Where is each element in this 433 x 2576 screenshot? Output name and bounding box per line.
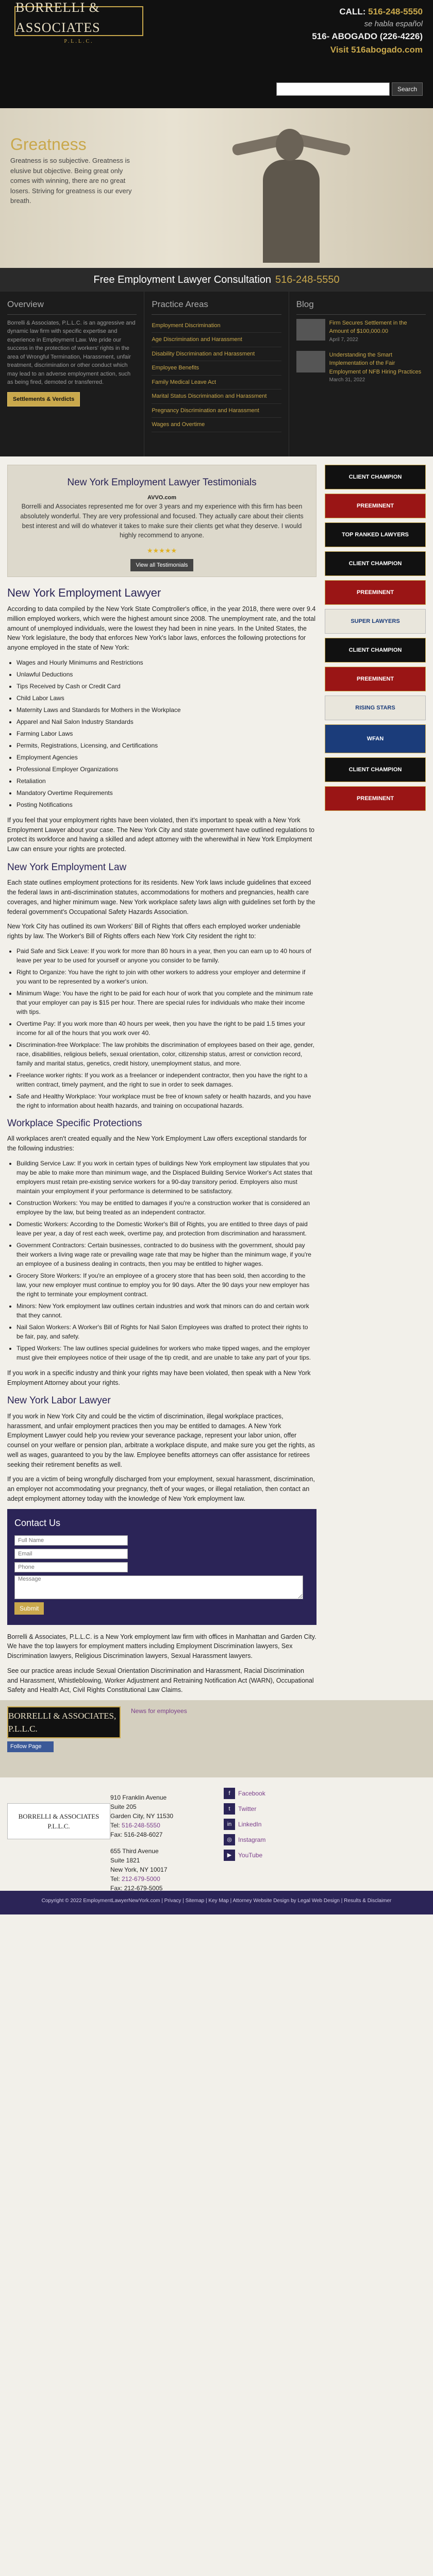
- preeminent-badge: PREEMINENT: [325, 667, 426, 691]
- section-heading: New York Employment Law: [7, 861, 127, 873]
- consultation-label: Free Employment Lawyer Consultation: [93, 274, 272, 285]
- blog-column: [289, 292, 433, 456]
- main-content: [7, 465, 317, 1700]
- rising-stars-badge: RISING STARS: [325, 696, 426, 720]
- fax-line: [110, 1830, 224, 1839]
- list-item: • Wages and Hourly Minimums and Restrictions: [16, 658, 317, 667]
- list-item: • Farming Labor Laws: [16, 729, 317, 738]
- practice-areas-list: [152, 319, 281, 432]
- blog-item-title[interactable]: Firm Secures Settlement in the Amount of $100,000.00: [329, 319, 407, 334]
- overview-text: Borrelli & Associates, P.L.L.C. is an aggressive and dynamic law firm with specific expertise and experience in Employment Law. We pride our success in the protection of workers' rights in the area of Wrongful Termination, Harassment, unfair treatment, discrimination or other conduct which may lead to an adverse employment action, such as being fired, demoted or transferred.: [7, 319, 136, 385]
- sidebar-badges: [325, 465, 426, 1700]
- spanish-note: se habla español: [364, 19, 423, 28]
- social-bar: [0, 1700, 433, 1777]
- preeminent-badge: PREEMINENT: [325, 580, 426, 605]
- address-line: Suite 205: [110, 1803, 137, 1810]
- contact-title: Contact Us: [14, 1517, 61, 1528]
- social-label: LinkedIn: [238, 1821, 262, 1828]
- call-line: [312, 5, 423, 19]
- info-columns: [0, 292, 433, 456]
- search-button[interactable]: Search: [392, 82, 423, 96]
- blog-item-date: March 31, 2022: [329, 377, 365, 383]
- tel-label: Tel:: [110, 1822, 120, 1829]
- fax-number: 516-248-6027: [124, 1831, 163, 1838]
- main-area: [0, 456, 433, 1700]
- hero-banner: [0, 108, 433, 268]
- address-line: New York, NY 10017: [110, 1866, 168, 1873]
- hero-figure-image: [227, 118, 351, 263]
- copyright-bar: Copyright © 2022 EmploymentLawyerNewYork.com | Privacy | Sitemap | Key Map | Attorney Website Design by Legal Web Design | Results & Disclaimer: [0, 1891, 433, 1914]
- list-item: • Domestic Workers: According to the Domestic Worker's Bill of Rights, you are entitled to three days of paid leave per year, a day of rest each week, overtime pay, and protection from discrimination and harassment.: [16, 1219, 317, 1238]
- header-contact: [312, 5, 423, 56]
- wfan-badge: WFAN: [325, 724, 426, 753]
- list-item: • Professional Employer Organizations: [16, 765, 317, 774]
- list-item: • Paid Safe and Sick Leave: If you work for more than 80 hours in a year, then you can earn up to 40 hours of leave per year to be used for yourself or anyone you consider to be family.: [16, 946, 317, 965]
- consultation-phone[interactable]: 516-248-5550: [275, 274, 340, 285]
- workers-rights-list: [16, 946, 317, 1110]
- hero-text: Greatness is so subjective. Greatness is elusive but objective. Being great only comes with winning, there are no great losers. Striving for greatness is our every breath.: [10, 157, 132, 205]
- footer-logo[interactable]: BORRELLI & ASSOCIATES, P.L.L.C.: [7, 1706, 121, 1738]
- list-item: • Permits, Registrations, Licensing, and Certifications: [16, 741, 317, 750]
- abogado-site-link[interactable]: 516abogado.com: [351, 44, 423, 55]
- social-label: Twitter: [238, 1805, 257, 1812]
- practice-area-link[interactable]: Marital Status Discrimination and Harassment: [152, 389, 281, 404]
- list-item: • Retaliation: [16, 776, 317, 786]
- view-all-testimonials-button[interactable]: View all Testimonials: [130, 559, 193, 572]
- list-item: • Freelance worker rights: If you work as a freelancer or independent contractor, then you have the right to a written contract, timely payment, and the right to sue in order to seek damages.: [16, 1071, 317, 1089]
- linkedin-link[interactable]: [224, 1819, 306, 1830]
- practice-areas-column: [144, 292, 289, 456]
- article-paragraph: All workplaces aren't created equally and the New York Employment Law offers exceptional standards for the following industries:: [7, 1135, 307, 1152]
- article-paragraph: New York City has outlined its own Workers' Bill of Rights that offers each employed worker undeniable rights by law. The Worker's Bill of Rights offers each New York City resident the right to:: [7, 923, 301, 940]
- twitter-icon: t: [224, 1803, 235, 1815]
- blog-item[interactable]: [296, 351, 426, 384]
- list-item: • Overtime Pay: If you work more than 40 hours per week, then you have the right to be paid 1.5 times your income for all of the hours that you work over 40.: [16, 1019, 317, 1038]
- fax-number: 212-679-5005: [124, 1885, 163, 1892]
- facebook-widget: [7, 1706, 121, 1771]
- offices-logo-subtitle: P.L.L.C.: [47, 1822, 70, 1830]
- phone-link[interactable]: 212-679-5000: [122, 1875, 160, 1883]
- practice-area-link[interactable]: Employee Benefits: [152, 361, 281, 376]
- social-links: [224, 1788, 306, 1880]
- fax-label: Fax:: [110, 1885, 123, 1892]
- fax-line: [110, 1884, 224, 1893]
- list-item: • Tips Received by Cash or Credit Card: [16, 682, 317, 691]
- practice-area-link[interactable]: Age Discrimination and Harassment: [152, 333, 281, 347]
- list-item: • Construction Workers: You may be entitled to damages if you're a construction worker that is considered an employee by the law, but being treated as an independent contractor.: [16, 1198, 317, 1217]
- list-item: • Mandatory Overtime Requirements: [16, 788, 317, 798]
- lawyers-badge: PREEMINENT: [325, 494, 426, 518]
- call-label: CALL:: [339, 7, 366, 16]
- top-ranked-badge: TOP RANKED LAWYERS: [325, 522, 426, 547]
- practice-areas-title: Practice Areas: [152, 298, 281, 315]
- blog-thumbnail: [296, 351, 325, 372]
- settlements-button[interactable]: Settlements & Verdicts: [7, 392, 80, 407]
- testimonials-box: [7, 465, 317, 577]
- overview-column: [0, 292, 144, 456]
- practice-summary: See our practice areas include Sexual Orientation Discrimination and Harassment, Racial Discrimination and Harassment, Whistleblowing, Worker Adjustment and Retraining Notification Act (WARN), Occupational Safety and Health Act, Civil Rights Constitutional Law Claims.: [7, 1667, 314, 1694]
- rating-stars: ★★★★★: [146, 547, 177, 554]
- list-item: • Discrimination-free Workplace: The law prohibits the discrimination of employees based on their age, gender, race, disabilities, religious beliefs, sexual orientation, color, citizenship status, arrest or conviction record, family and marital status, genetics, credit history, unemployment status, and more.: [16, 1040, 317, 1068]
- section-heading: New York Labor Lawyer: [7, 1395, 111, 1406]
- practice-area-link[interactable]: Disability Discrimination and Harassment: [152, 347, 281, 362]
- visit-line: [312, 43, 423, 57]
- search-input[interactable]: [276, 82, 390, 96]
- tel-label: Tel:: [110, 1875, 120, 1883]
- list-item: • Posting Notifications: [16, 800, 317, 809]
- blog-thumbnail: [296, 319, 325, 341]
- list-item: • Apparel and Nail Salon Industry Standards: [16, 717, 317, 726]
- practice-area-link[interactable]: Pregnancy Discrimination and Harassment: [152, 404, 281, 418]
- submit-button[interactable]: Submit: [14, 1602, 44, 1615]
- news-link[interactable]: News for employees: [131, 1707, 187, 1715]
- list-item: • Government Contractors: Certain businesses, contracted to do business with the government, should pay their workers a living wage rate or prevailing wage rate that may be higher than the minimum wage, if you're an employee of a business dealing in contracts, then you may be entitled to higher wages.: [16, 1241, 317, 1268]
- list-item: • Building Service Law: If you work in certain types of buildings New York employment law stipulates that you may be able to make more than minimum wage, and the Displaced Building Service Worker's Act states that employers must retain pre-existing service workers for a 90-day transitory period. Employers also must maintain your employment if your performance is determined to be satisfactory.: [16, 1159, 317, 1196]
- firm-summary: Borrelli & Associates, P.L.L.C. is a New York employment law firm with offices in Manhattan and Garden City. We have the top lawyers for employment matters including Employment Discrimination lawyers, Sex Discrimination lawyers, Religious Discrimination lawyers, Sexual Harassment lawyers.: [7, 1633, 317, 1659]
- address-line: Suite 1821: [110, 1857, 140, 1864]
- industry-protections-list: [16, 1159, 317, 1362]
- consultation-banner[interactable]: [0, 268, 433, 292]
- twitter-link[interactable]: [224, 1803, 306, 1815]
- address-line: 910 Franklin Avenue: [110, 1794, 167, 1801]
- blog-item-title[interactable]: Understanding the Smart Implementation of the Fair Employment of NFB Hiring Practices: [329, 351, 422, 375]
- youtube-icon: ▶: [224, 1850, 235, 1861]
- list-item: • Unlawful Deductions: [16, 670, 317, 679]
- visit-label: Visit: [330, 44, 349, 55]
- practice-area-link[interactable]: Family Medical Leave Act: [152, 376, 281, 390]
- list-item: • Child Labor Laws: [16, 693, 317, 703]
- protections-list: [16, 658, 317, 809]
- phone-line: [110, 1874, 224, 1884]
- article-paragraph: If you work in New York City and could be the victim of discrimination, illegal workplace practices, harassment, and unfair employment practices then you may be entitled to damages. A New York Employment Lawyer could help you review your severance package, represent your labor union, offer counsel on your welfare or pension plan, arbitrate a workplace dispute, and make sure you get the rights, as well as wages, guaranteed to you by the law. Employee benefits attorneys can offer assistance for retirees seeking their retirement benefits as well.: [7, 1412, 315, 1468]
- testimonials-title: New York Employment Lawyer Testimonials: [67, 477, 257, 488]
- list-item: • Grocery Store Workers: If you're an employee of a grocery store that has been sold, then according to the law, your new employer must continue to employ you for 90 days. After the 90 days your new employer has the right to terminate your employment contract.: [16, 1271, 317, 1299]
- client-champion-badge: CLIENT CHAMPION: [325, 757, 426, 782]
- testimonial-text: Borrelli and Associates represented me for over 3 years and my experience with this firm has been absolutely wonderful. They are very professional and focused. They actually care about their clients best interest and will do whatever it takes to make sure their clients get what they deserve. I would highly recommend to anyone.: [20, 503, 304, 539]
- article-paragraph: If you work in a specific industry and think your rights may have been violated, then speak with a New York Employment Attorney about your rights.: [7, 1369, 311, 1386]
- overview-title: Overview: [7, 298, 137, 315]
- search-bar: [276, 82, 423, 96]
- list-item: • Safe and Healthy Workplace: Your workplace must be free of known safety or health hazards, and you have the right to information about health hazards, and training on occupational hazards.: [16, 1092, 317, 1110]
- address-line: 655 Third Avenue: [110, 1848, 159, 1855]
- practice-area-link[interactable]: Wages and Overtime: [152, 418, 281, 432]
- list-item: • Minors: New York employment law outlines certain industries and work that minors can do and certain work that they cannot.: [16, 1301, 317, 1320]
- logo-title: BORRELLI & ASSOCIATES: [15, 0, 101, 35]
- client-champion-badge: CLIENT CHAMPION: [325, 465, 426, 489]
- hero-title: Greatness: [10, 135, 87, 154]
- blog-item-date: April 7, 2022: [329, 336, 358, 343]
- phone-field[interactable]: [14, 1562, 128, 1572]
- social-label: Instagram: [238, 1836, 266, 1843]
- site-header: [0, 0, 433, 108]
- super-lawyers-badge: SUPER LAWYERS: [325, 609, 426, 634]
- offices-section: [0, 1777, 433, 1891]
- logo-subtitle: P.L.L.C.: [64, 38, 94, 44]
- phone-line: [110, 1821, 224, 1830]
- linkedin-icon: in: [224, 1819, 235, 1830]
- blog-title: Blog: [296, 298, 426, 315]
- facebook-icon: f: [224, 1788, 235, 1799]
- practice-area-link[interactable]: Employment Discrimination: [152, 319, 281, 333]
- instagram-link[interactable]: [224, 1834, 306, 1845]
- list-item: • Minimum Wage: You have the right to be paid for each hour of work that you complete and the minimum rate that your employer can pay is $15 per hour. There are special rules for individuals who make their income with tips.: [16, 989, 317, 1016]
- list-item: • Nail Salon Workers: A Worker's Bill of Rights for Nail Salon Employees was drafted to protect their rights to be fair, pay, and safety.: [16, 1323, 317, 1341]
- client-champion-badge: CLIENT CHAMPION: [325, 638, 426, 663]
- abogado-number-link[interactable]: 516- ABOGADO (226-4226): [312, 31, 423, 41]
- list-item: • Tipped Workers: The law outlines special guidelines for workers who make tipped wages, and the employer must give their employees notice of their usage of the tip credit, and are unable to take any part of your tips.: [16, 1344, 317, 1362]
- site-logo[interactable]: [14, 0, 143, 44]
- section-heading: Workplace Specific Protections: [7, 1117, 142, 1129]
- article-paragraph: If you feel that your employment rights have been violated, then it's important to speak with a New York Employment Lawyer about your case. The New York City and state government have outlined regulations to protect its workforce and having a skilled and adept attorney with the wherewithal in New York Employment Law can ensure your rights are protected.: [7, 816, 314, 853]
- email-field[interactable]: [14, 1549, 128, 1559]
- instagram-icon: ◎: [224, 1834, 235, 1845]
- preeminent-badge: PREEMINENT: [325, 786, 426, 811]
- office-addresses: [110, 1788, 224, 1892]
- client-champion-badge: CLIENT CHAMPION: [325, 551, 426, 576]
- full-name-field[interactable]: [14, 1535, 128, 1546]
- list-item: • Right to Organize: You have the right to join with other workers to address your employer and determine if you want to be represented by a worker's union.: [16, 968, 317, 986]
- address-line: Garden City, NY 11530: [110, 1812, 174, 1820]
- offices-logo-title: BORRELLI & ASSOCIATES: [18, 1812, 99, 1820]
- message-field[interactable]: [14, 1575, 303, 1599]
- article-paragraph: Each state outlines employment protections for its residents. New York laws include guidelines that exceed the federal laws in anti-discrimination statutes, accommodations for mothers and pregnancies, health care coverages, and higher minimum wage. New York workplace safety laws align with guidelines set forth by the federal government's Occupational Safety Hazards Association.: [7, 879, 315, 916]
- fax-label: Fax:: [110, 1831, 123, 1838]
- testimonial-source: AVVO.com: [147, 494, 177, 501]
- article-paragraph: If you are a victim of being wrongfully discharged from your employment, sexual harassment, discrimination, an employer not accommodating your pregnancy, theft of your wages, or illegal retaliation, then contact an adept employment attorney today with the knowledge of New York employment law.: [7, 1476, 315, 1502]
- social-label: Facebook: [238, 1790, 265, 1797]
- offices-logo[interactable]: [7, 1803, 110, 1839]
- article-title: New York Employment Lawyer: [7, 586, 161, 599]
- social-label: YouTube: [238, 1852, 263, 1859]
- list-item: • Maternity Laws and Standards for Mothers in the Workplace: [16, 705, 317, 715]
- call-number-link[interactable]: 516-248-5550: [368, 7, 423, 16]
- follow-page-button[interactable]: Follow Page: [7, 1741, 54, 1752]
- list-item: • Employment Agencies: [16, 753, 317, 762]
- article-paragraph: According to data compiled by the New York State Comptroller's office, in the year 2018, there were over 9.4 million employed workers, which were the highest amount since 2008. The unemployment rate, and the total amount of unemployed individuals, were the lowest they had been in nine years. In the United States, the New York legislature, the body that enforces New York's labor laws, enforces the following protections for anyone employed in the state of New York:: [7, 605, 316, 651]
- contact-form: [7, 1509, 317, 1625]
- facebook-link[interactable]: [224, 1788, 306, 1799]
- blog-item[interactable]: [296, 319, 426, 344]
- phone-link[interactable]: 516-248-5550: [122, 1822, 160, 1829]
- youtube-link[interactable]: [224, 1850, 306, 1861]
